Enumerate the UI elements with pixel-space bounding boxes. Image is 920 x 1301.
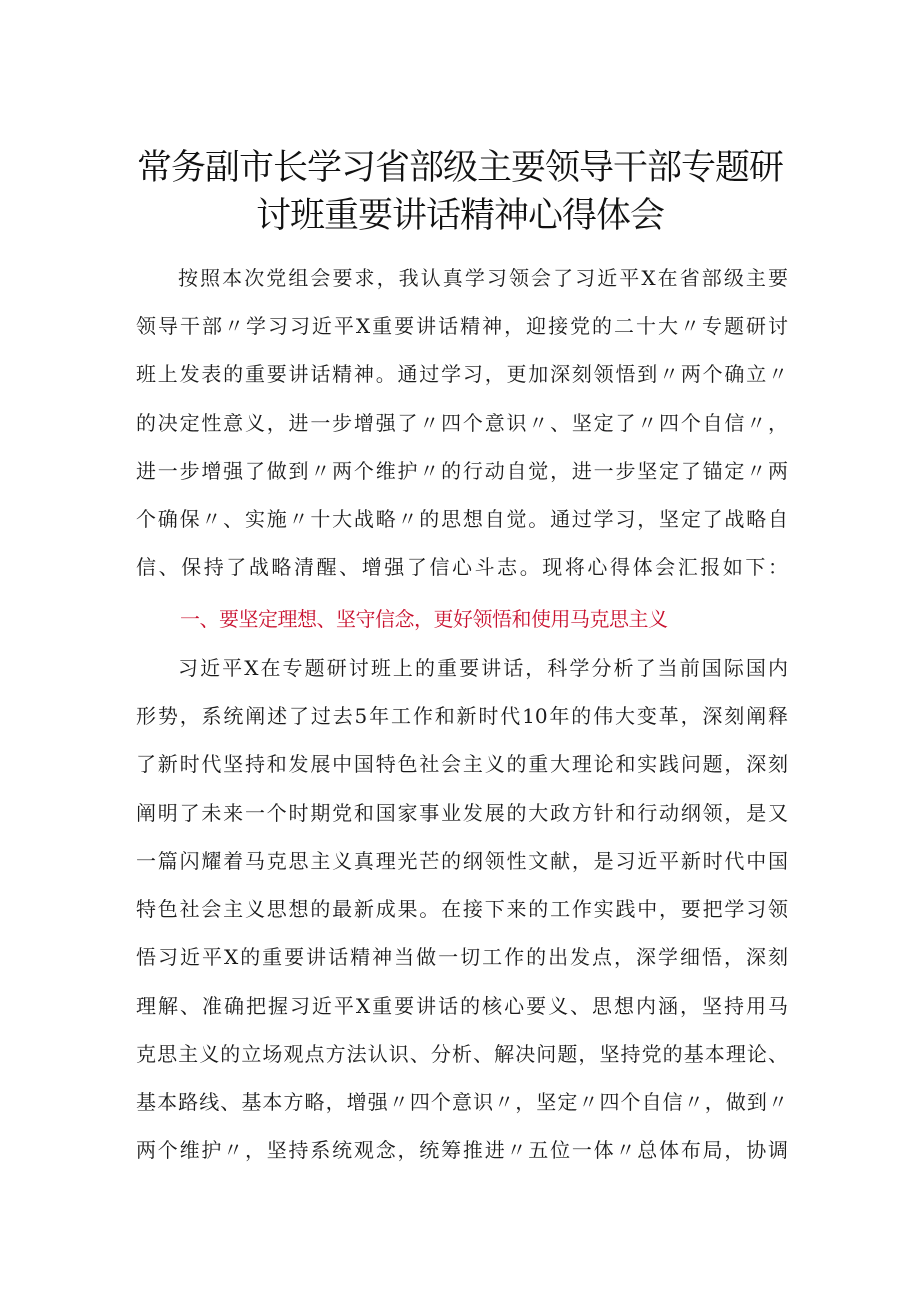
intro-paragraph-line: 信、保持了战略清醒、增强了信心斗志。现将心得体会汇报如下： xyxy=(136,555,788,579)
intro-paragraph-line: 领导干部〃学习习近平X重要讲话精神，迎接党的二十大〃专题研讨 xyxy=(136,314,788,338)
intro-paragraph-line: 的决定性意义，进一步增强了〃四个意识〃、坚定了〃四个自信〃， xyxy=(136,411,788,435)
body-paragraph-line: 形势，系统阐述了过去5年工作和新时代10年的伟大变革，深刻阐释 xyxy=(136,704,788,728)
body-paragraph-line: 习近平X在专题研讨班上的重要讲话，科学分析了当前国际国内 xyxy=(178,656,788,680)
body-paragraph-line: 了新时代坚持和发展中国特色社会主义的重大理论和实践问题，深刻 xyxy=(136,752,788,776)
body-paragraph-line: 基本路线、基本方略，增强〃四个意识〃，坚定〃四个自信〃，做到〃 xyxy=(136,1090,788,1114)
body-paragraph-line: 克思主义的立场观点方法认识、分析、解决问题，坚持党的基本理论、 xyxy=(136,1042,788,1066)
intro-paragraph-line: 按照本次党组会要求，我认真学习领会了习近平X在省部级主要 xyxy=(178,266,788,290)
body-paragraph-line: 特色社会主义思想的最新成果。在接下来的工作实践中，要把学习领 xyxy=(136,897,788,921)
document-title-line-2: 讨班重要讲话精神心得体会 xyxy=(255,196,664,236)
intro-paragraph-line: 个确保〃、实施〃十大战略〃的思想自觉。通过学习，坚定了战略自 xyxy=(136,507,788,531)
body-paragraph-line: 理解、准确把握习近平X重要讲话的核心要义、思想内涵，坚持用马 xyxy=(136,994,788,1018)
body-paragraph-line: 一篇闪耀着马克思主义真理光芒的纲领性文献，是习近平新时代中国 xyxy=(136,849,788,873)
body-paragraph-line: 悟习近平X的重要讲话精神当做一切工作的出发点，深学细悟，深刻 xyxy=(136,945,788,969)
intro-paragraph-line: 班上发表的重要讲话精神。通过学习，更加深刻领悟到〃两个确立〃 xyxy=(136,362,788,386)
body-paragraph-line: 两个维护〃，坚持系统观念，统筹推进〃五位一体〃总体布局，协调 xyxy=(136,1138,788,1162)
body-paragraph-line: 阐明了未来一个时期党和国家事业发展的大政方针和行动纲领，是又 xyxy=(136,801,788,825)
intro-paragraph-line: 进一步增强了做到〃两个维护〃的行动自觉，进一步坚定了锚定〃两 xyxy=(136,459,788,483)
section-heading: 一、要坚定理想、坚守信念，更好领悟和使用马克思主义 xyxy=(180,607,668,631)
document-title-line-1: 常务副市长学习省部级主要领导干部专题研 xyxy=(136,148,783,188)
